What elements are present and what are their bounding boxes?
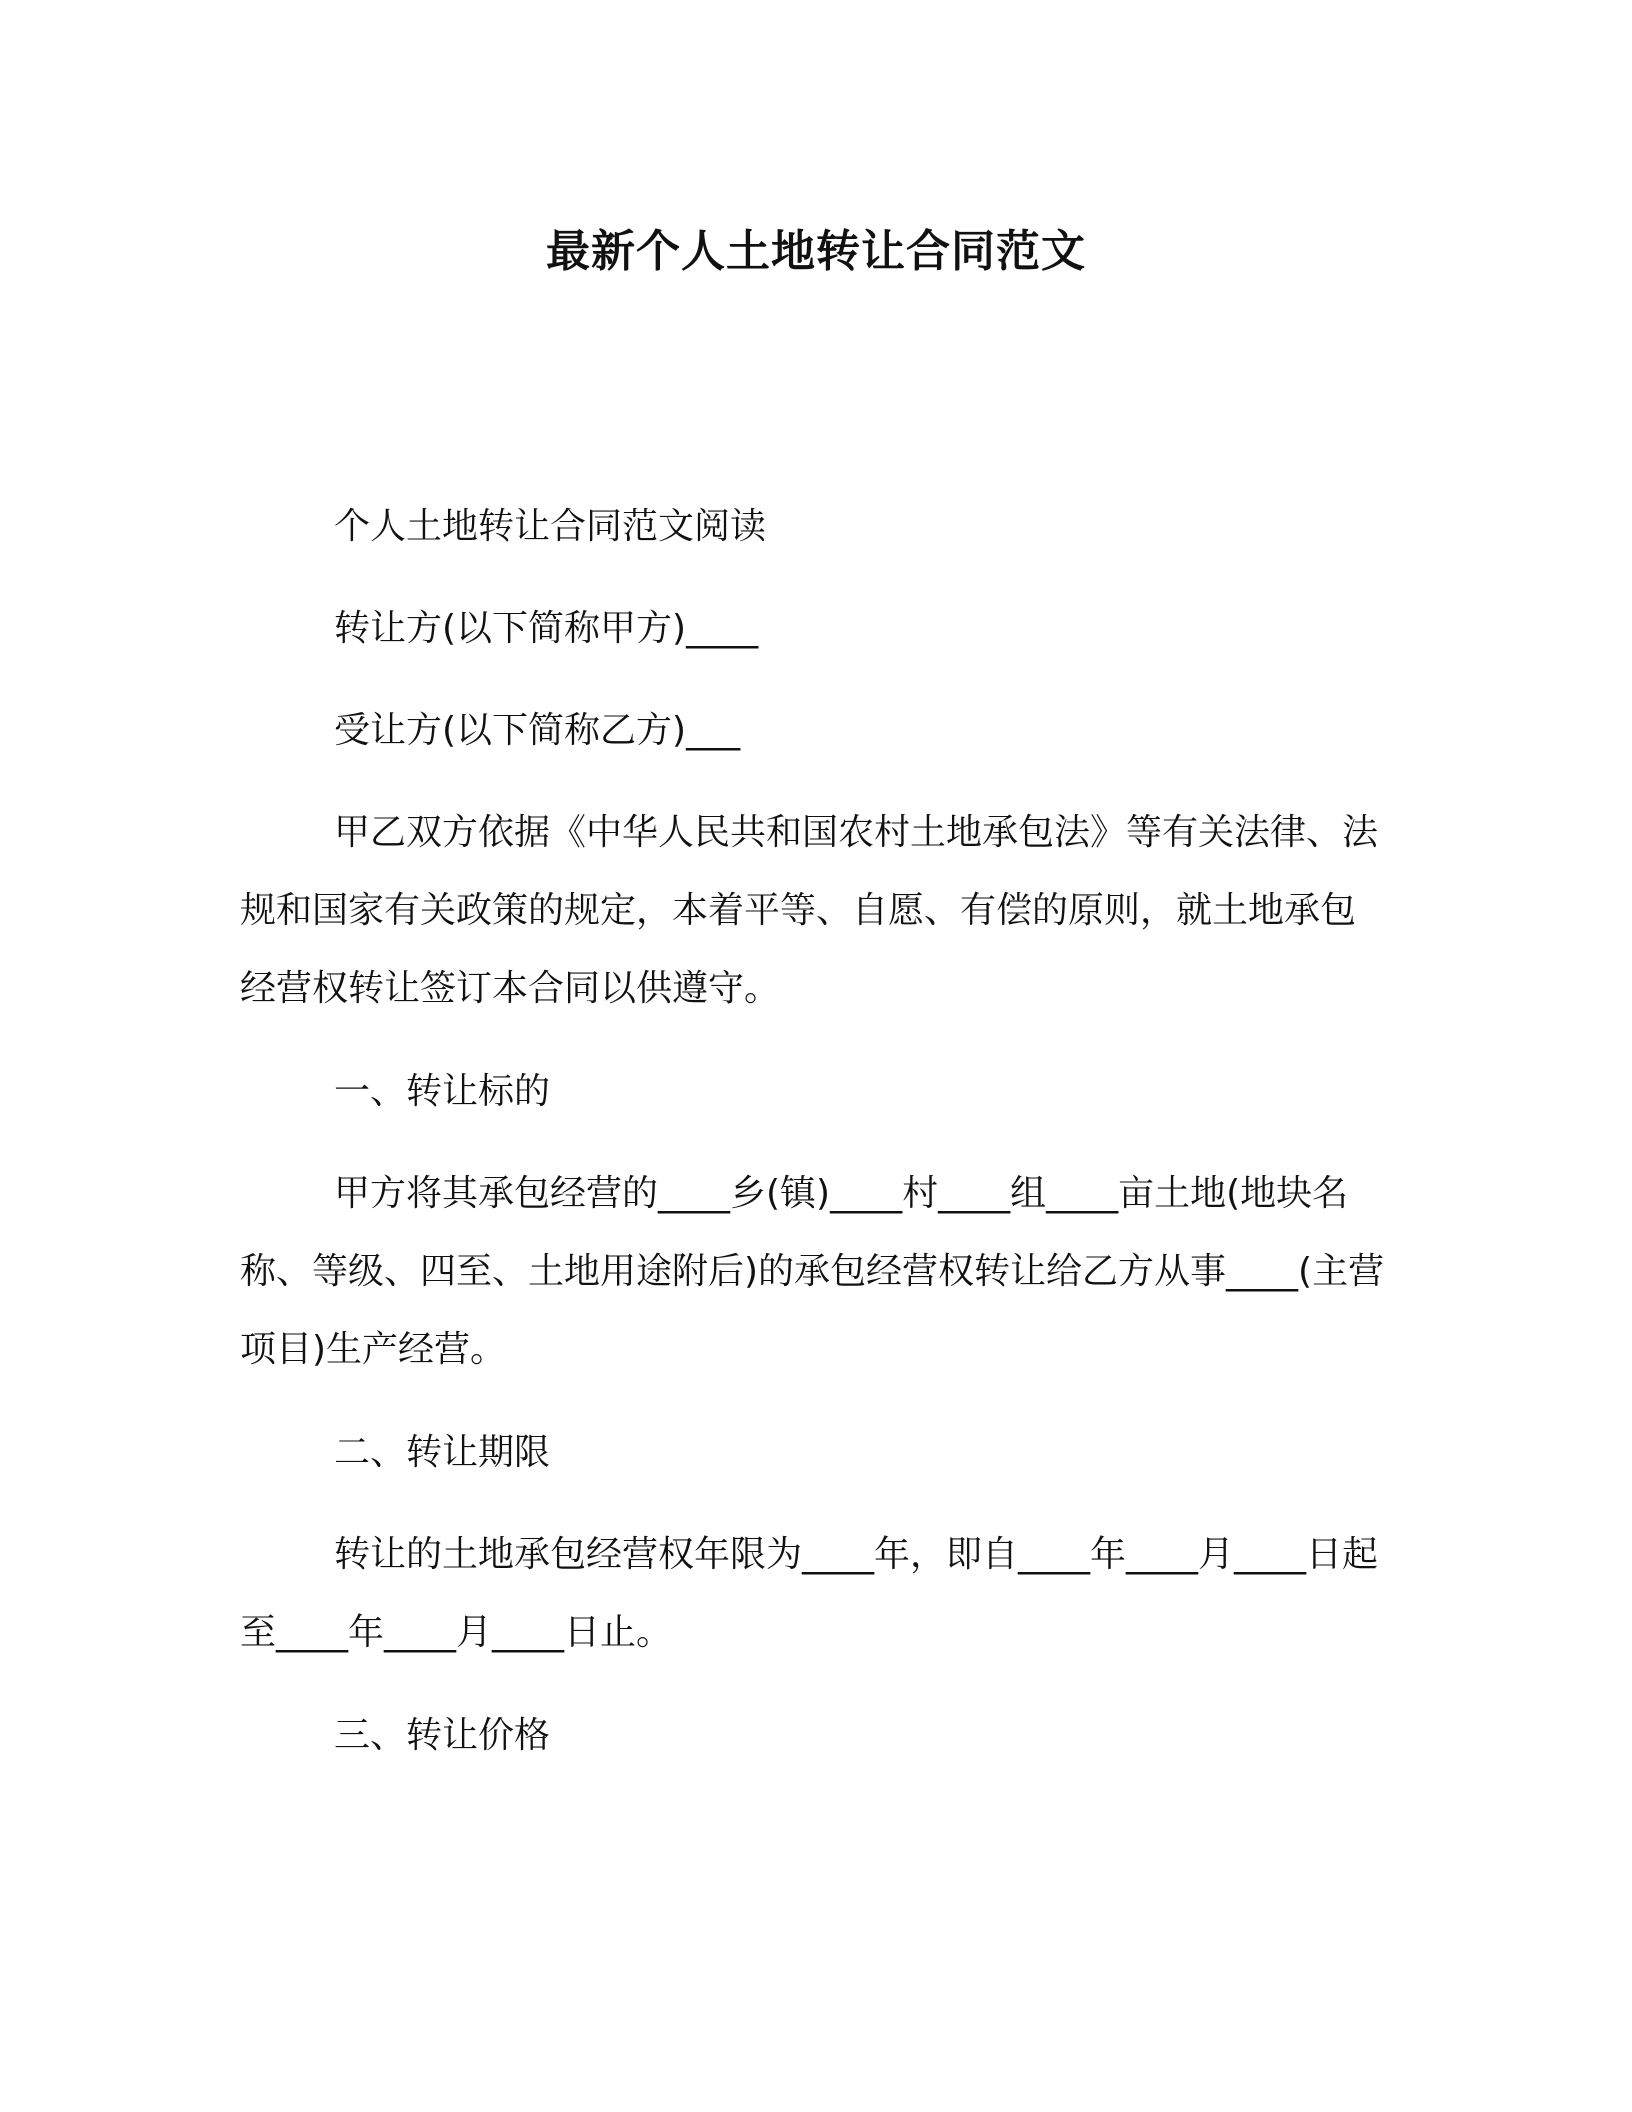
- transferor-line: 转让方(以下简称甲方)____: [334, 608, 759, 649]
- section-1-body: 甲方将其承包经营的____乡(镇)____村____组____亩土地(地块名称、等级、四至、土地用途附后)的承包经营权转让给乙方从事____(主营项目)生产经营。: [240, 1173, 1385, 1370]
- transferee-line: 受让方(以下简称乙方)___: [334, 710, 741, 751]
- document-title: 最新个人土地转让合同范文: [546, 226, 1086, 277]
- section-1-heading: 一、转让标的: [334, 1071, 551, 1112]
- preamble-paragraph: 甲乙双方依据《中华人民共和国农村土地承包法》等有关法律、法规和国家有关政策的规定，本着平等、自愿、有偿的原则，就土地承包经营权转让签订本合同以供遵守。: [240, 812, 1379, 1009]
- section-2-body: 转让的土地承包经营权年限为____年，即自____年____月____日起至____年____月____日止。: [240, 1534, 1379, 1653]
- section-2-heading: 二、转让期限: [334, 1432, 551, 1473]
- subtitle: 个人土地转让合同范文阅读: [334, 506, 767, 547]
- section-3-heading: 三、转让价格: [334, 1715, 551, 1756]
